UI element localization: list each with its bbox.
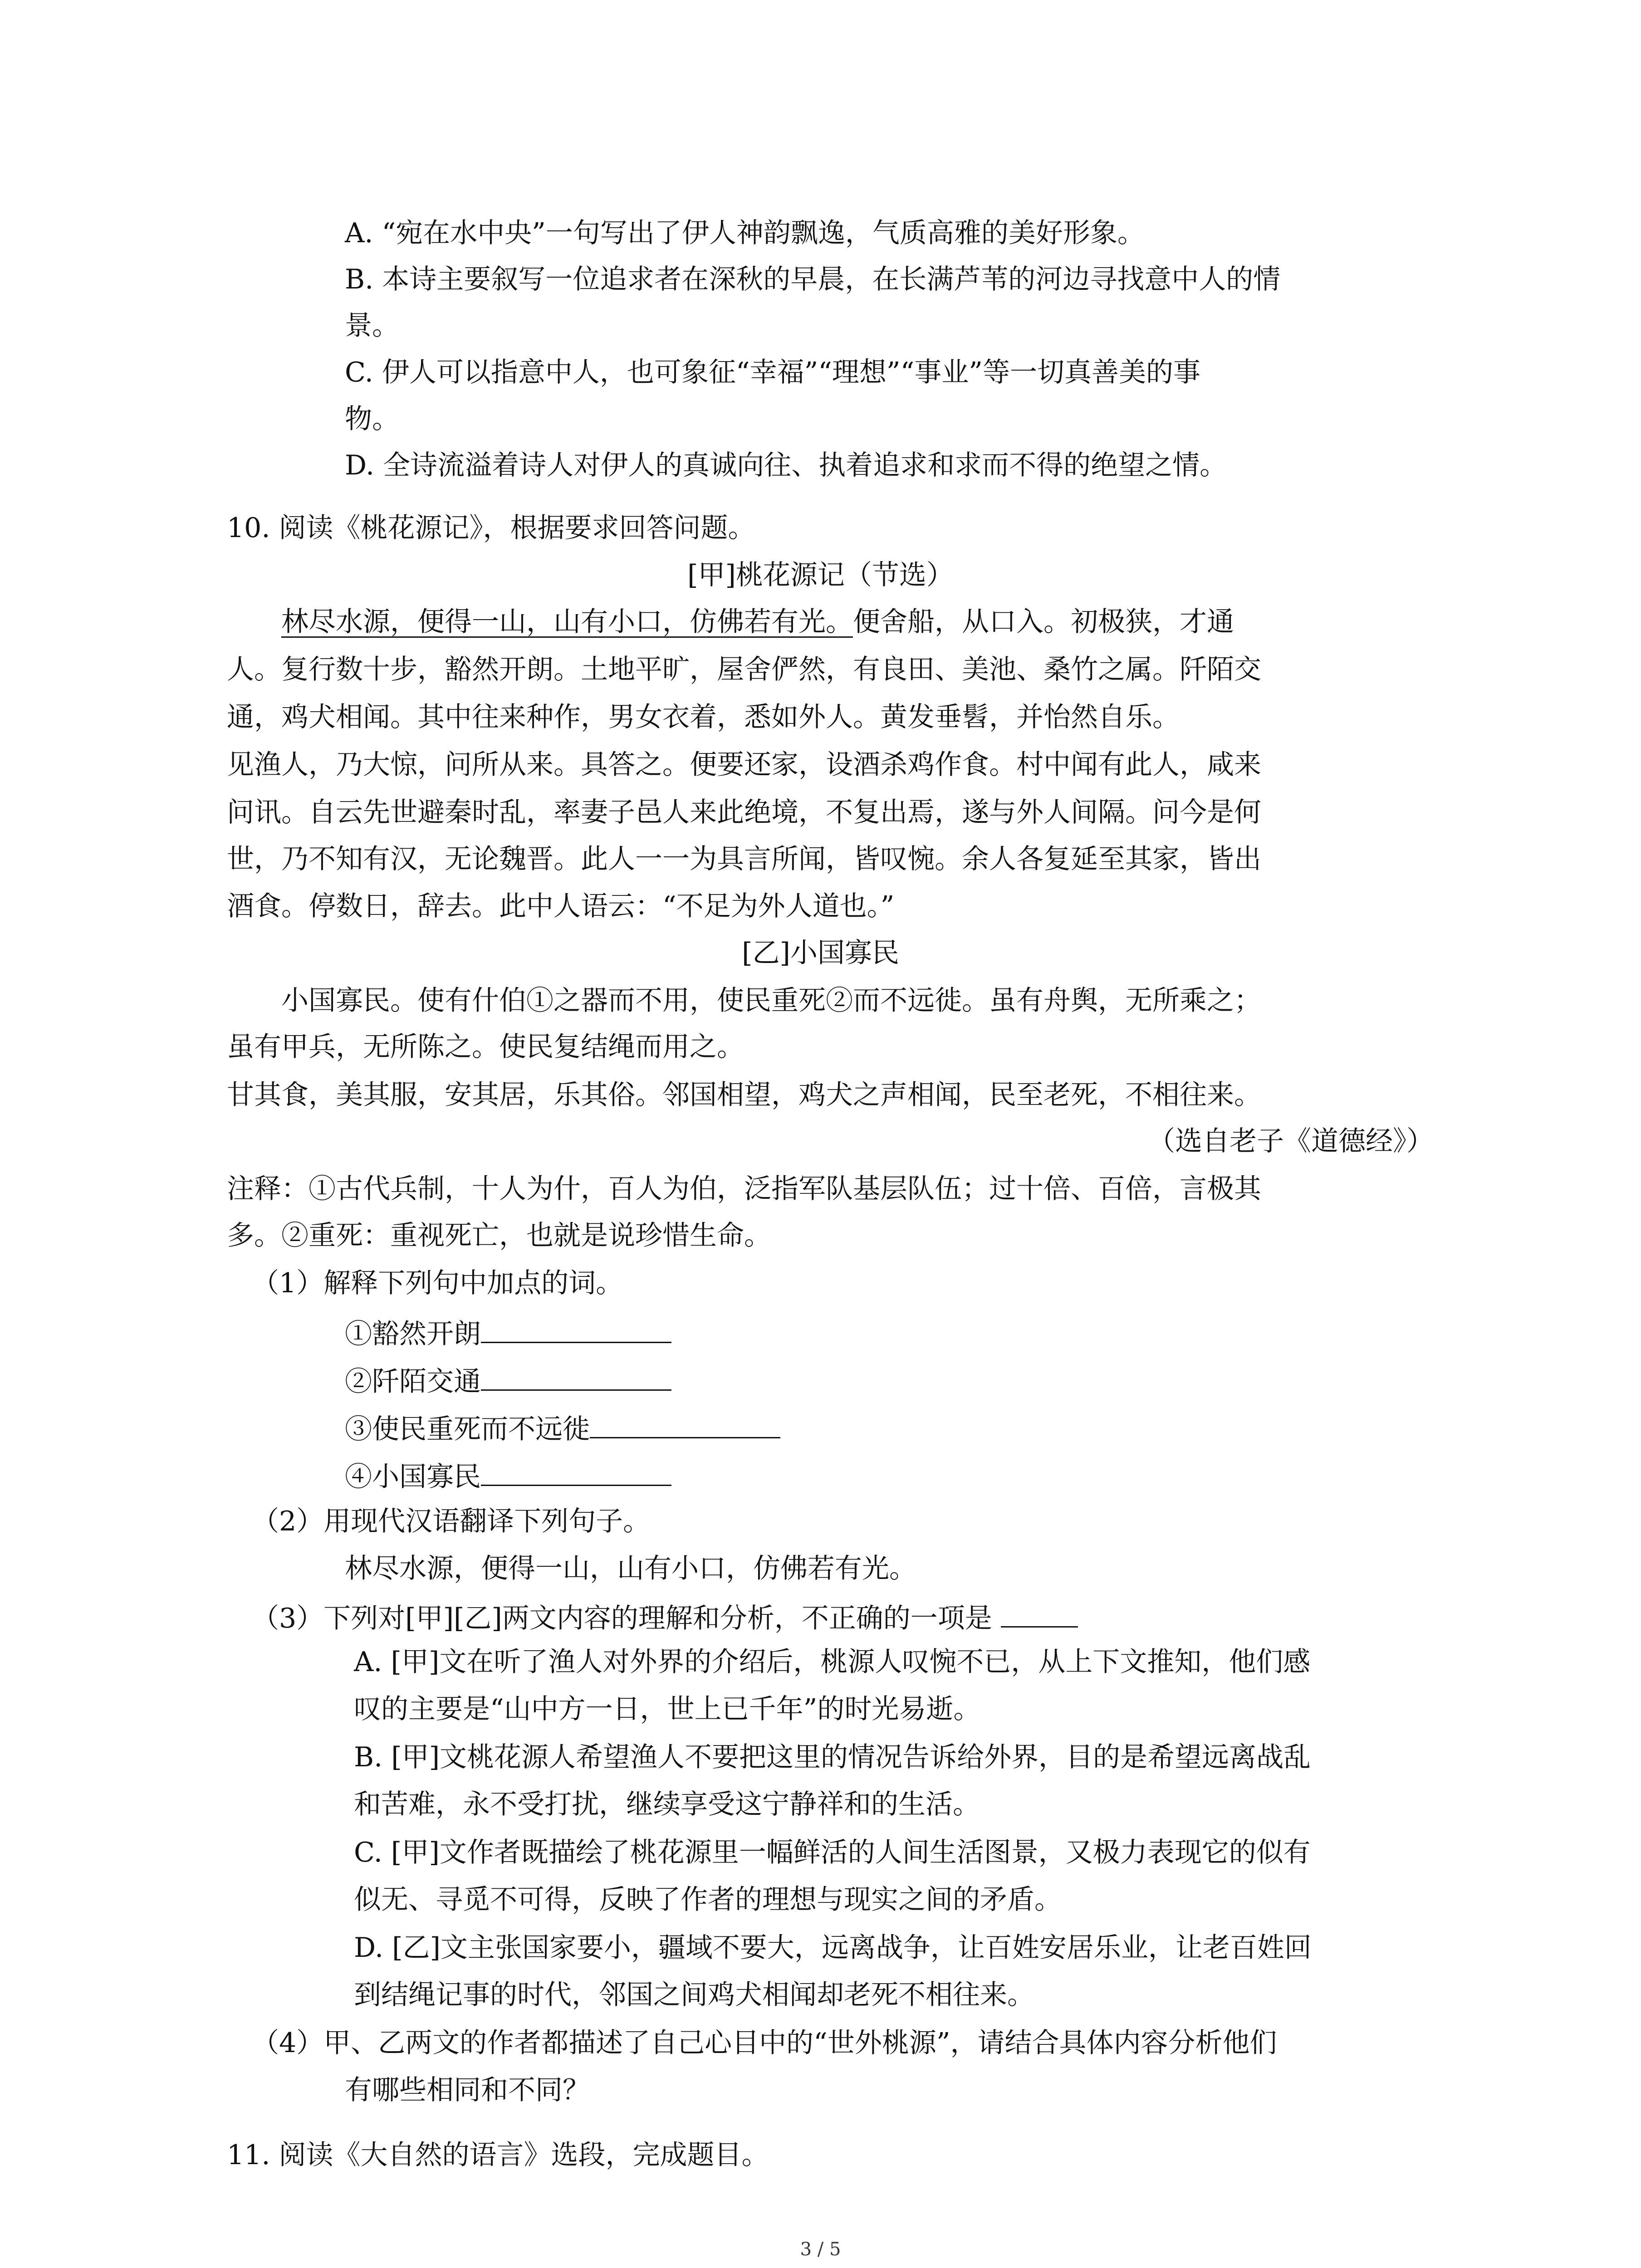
q9-option-b-line2: 景。 <box>345 310 399 342</box>
passage-b-line2: 虽有甲兵，无所陈之。使民复结绳而用之。 <box>227 1031 744 1063</box>
subquestion-3-option-b-line2: 和苦难，永不受打扰，继续享受这宁静祥和的生活。 <box>354 1789 980 1820</box>
subquestion-3-option-d-line2: 到结绳记事的时代，邻国之间鸡犬相闻却老死不相往来。 <box>354 1979 1034 2011</box>
answer-blank[interactable] <box>481 1457 671 1486</box>
notes-line2: 多。②重死：重视死亡，也就是说珍惜生命。 <box>227 1220 771 1251</box>
answer-blank[interactable] <box>590 1410 780 1438</box>
passage-a-line5: 问讯。自云先世避秦时乱，率妻子邑人来此绝境，不复出焉，遂与外人间隔。问今是何 <box>227 797 1261 828</box>
q10-stem: 10. 阅读《桃花源记》，根据要求回答问题。 <box>227 512 755 544</box>
subquestion-3-option-a-line2: 叹的主要是“山中方一日，世上已千年”的时光易逝。 <box>354 1693 981 1725</box>
passage-b-title: [乙]小国寡民 <box>742 937 899 969</box>
q9-option-d: D. 全诗流溢着诗人对伊人的真诚向往、执着追求和求而不得的绝望之情。 <box>345 450 1227 481</box>
passage-b-line1: 小国寡民。使有什伯①之器而不用，使民重死②而不远徙。虽有舟舆，无所乘之； <box>281 985 1261 1017</box>
passage-b-source: （选自老子《道德经》） <box>1148 1125 1434 1157</box>
subquestion-2: （2）用现代汉语翻译下列句子。 <box>252 1505 651 1537</box>
passage-a-line6: 世，乃不知有汉，无论魏晋。此人一一为具言所闻，皆叹惋。余人各复延至其家，皆出 <box>227 843 1261 875</box>
q11-stem: 11. 阅读《大自然的语言》选段，完成题目。 <box>227 2139 769 2171</box>
q9-option-c-line2: 物。 <box>345 403 399 435</box>
q9-option-a: A. “宛在水中央”一句写出了伊人神韵飘逸，气质高雅的美好形象。 <box>345 217 1145 249</box>
subquestion-1-item-4: ④小国寡民 <box>345 1457 671 1493</box>
subquestion-3-option-c-line2: 似无、寻觅不可得，反映了作者的理想与现实之间的矛盾。 <box>354 1884 1062 1916</box>
subquestion-3-option-d-line1: D. [乙]文主张国家要小，疆域不要大，远离战争，让百姓安居乐业，让老百姓回 <box>354 1932 1312 1964</box>
subquestion-1-item-2: ②阡陌交通 <box>345 1362 671 1398</box>
subquestion-4-line2: 有哪些相同和不同？ <box>345 2074 590 2106</box>
subquestion-1-item-3: ③使民重死而不远徙 <box>345 1410 780 1446</box>
passage-a-line1-rest: 便舍船，从口入。初极狭，才通 <box>853 606 1234 638</box>
answer-blank[interactable] <box>1001 1599 1078 1628</box>
passage-a-line2: 人。复行数十步，豁然开朗。土地平旷，屋舍俨然，有良田、美池、桑竹之属。阡陌交 <box>227 654 1261 685</box>
answer-blank[interactable] <box>481 1362 671 1391</box>
subquestion-3: （3）下列对[甲][乙]两文内容的理解和分析，不正确的一项是 <box>252 1599 1078 1635</box>
passage-a-line7: 酒食。停数日，辞去。此中人语云：“不足为外人道也。” <box>227 890 895 922</box>
passage-a-line1 <box>281 606 1234 638</box>
subquestion-3-option-b-line1: B. [甲]文桃花源人希望渔人不要把这里的情况告诉给外界，目的是希望远离战乱 <box>354 1741 1311 1773</box>
passage-a-title: [甲]桃花源记（节选） <box>687 559 954 591</box>
subquestion-1-item-1: ①豁然开朗 <box>345 1315 671 1350</box>
notes-line1: 注释：①古代兵制，十人为什，百人为伯，泛指军队基层队伍；过十倍、百倍，言极其 <box>227 1173 1261 1205</box>
q9-option-b-line1: B. 本诗主要叙写一位追求者在深秋的早晨，在长满芦苇的河边寻找意中人的情 <box>345 264 1281 295</box>
passage-a-underlined-sentence: 林尽水源，便得一山，山有小口，仿佛若有光。 <box>281 606 853 638</box>
q9-option-c-line1: C. 伊人可以指意中人，也可象征“幸福”“理想”“事业”等一切真善美的事 <box>345 357 1200 388</box>
page-number: 3 / 5 <box>800 2239 841 2260</box>
passage-a-line4: 见渔人，乃大惊，问所从来。具答之。便要还家，设酒杀鸡作食。村中闻有此人，咸来 <box>227 749 1261 781</box>
answer-blank[interactable] <box>481 1315 671 1343</box>
subquestion-2-sentence: 林尽水源，便得一山，山有小口，仿佛若有光。 <box>345 1553 916 1584</box>
subquestion-4-line1: （4）甲、乙两文的作者都描述了自己心目中的“世外桃源”，请结合具体内容分析他们 <box>252 2027 1277 2059</box>
passage-b-line3: 甘其食，美其服，安其居，乐其俗。邻国相望，鸡犬之声相闻，民至老死，不相往来。 <box>227 1079 1261 1111</box>
subquestion-3-option-c-line1: C. [甲]文作者既描绘了桃花源里一幅鲜活的人间生活图景，又极力表现它的似有 <box>354 1837 1311 1868</box>
subquestion-1: （1）解释下列句中加点的词。 <box>252 1267 623 1299</box>
subquestion-3-option-a-line1: A. [甲]文在听了渔人对外界的介绍后，桃源人叹惋不已，从上下文推知，他们感 <box>354 1646 1311 1678</box>
passage-a-line3: 通，鸡犬相闻。其中往来种作，男女衣着，悉如外人。黄发垂髫，并怡然自乐。 <box>227 701 1180 733</box>
